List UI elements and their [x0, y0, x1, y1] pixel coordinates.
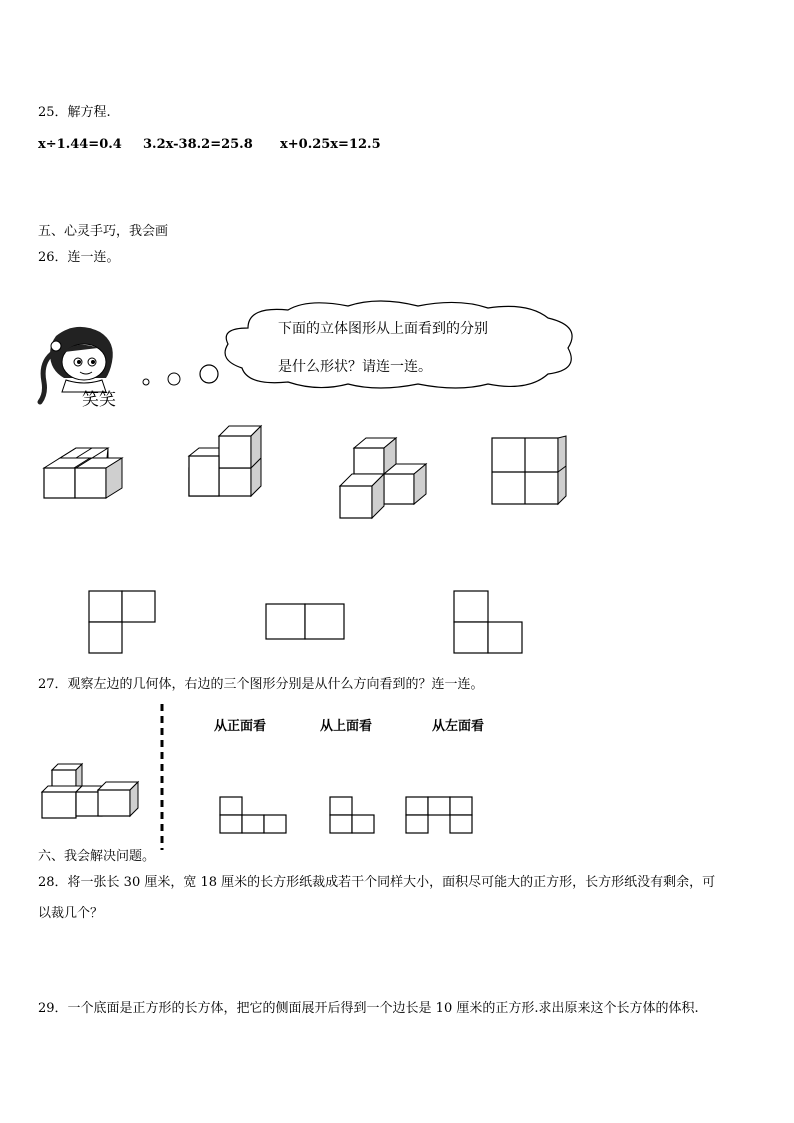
girl-caption: 笑笑: [82, 390, 116, 410]
q27-view-shape-1: [219, 796, 289, 834]
q29-text: 29．一个底面是正方形的长方体，把它的侧面展开后得到一个边长是 10 厘米的正方形.求出原来这个长方体的体积.: [38, 1001, 699, 1016]
solid-figure-2: [189, 426, 265, 498]
q26-title: 26．连一连。: [38, 250, 120, 265]
thought-dots: [140, 360, 220, 390]
top-view-shape-1: [88, 590, 158, 654]
section-6-heading: 六、我会解决问题。: [38, 849, 156, 864]
q27-solid: [42, 762, 138, 822]
thought-cloud: [218, 298, 582, 392]
top-view-shape-2: [265, 603, 347, 641]
dashed-divider: [160, 704, 164, 850]
section-5-heading: 五、心灵手巧，我会画: [38, 224, 169, 239]
view-label-left: 从左面看: [432, 719, 485, 734]
view-label-front: 从正面看: [214, 719, 267, 734]
q27-view-shape-3: [405, 796, 475, 834]
solid-figure-3: [340, 436, 430, 522]
solid-figure-4: [492, 436, 568, 506]
q25-equation-3: x+0.25x=12.5: [280, 137, 381, 152]
bubble-line-2: 是什么形状？请连一连。: [278, 359, 432, 375]
q25-title: 25．解方程.: [38, 105, 111, 120]
q25-equation-2: 3.2x-38.2=25.8: [143, 137, 253, 152]
top-view-shape-3: [453, 590, 525, 654]
q28-line-1: 28．将一张长 30 厘米，宽 18 厘米的长方形纸裁成若干个同样大小，面积尽可能大的正方形，长方形纸没有剩余，可: [38, 875, 716, 890]
q27-title: 27．观察左边的几何体，右边的三个图形分别是从什么方向看到的？连一连。: [38, 677, 484, 692]
q25-equation-1: x÷1.44=0.4: [38, 137, 122, 152]
view-label-top: 从上面看: [320, 719, 373, 734]
solid-figure-1: [44, 444, 124, 500]
bubble-line-1: 下面的立体图形从上面看到的分别: [278, 321, 488, 337]
q28-line-2: 以裁几个？: [38, 906, 104, 921]
q27-view-shape-2: [329, 796, 377, 834]
